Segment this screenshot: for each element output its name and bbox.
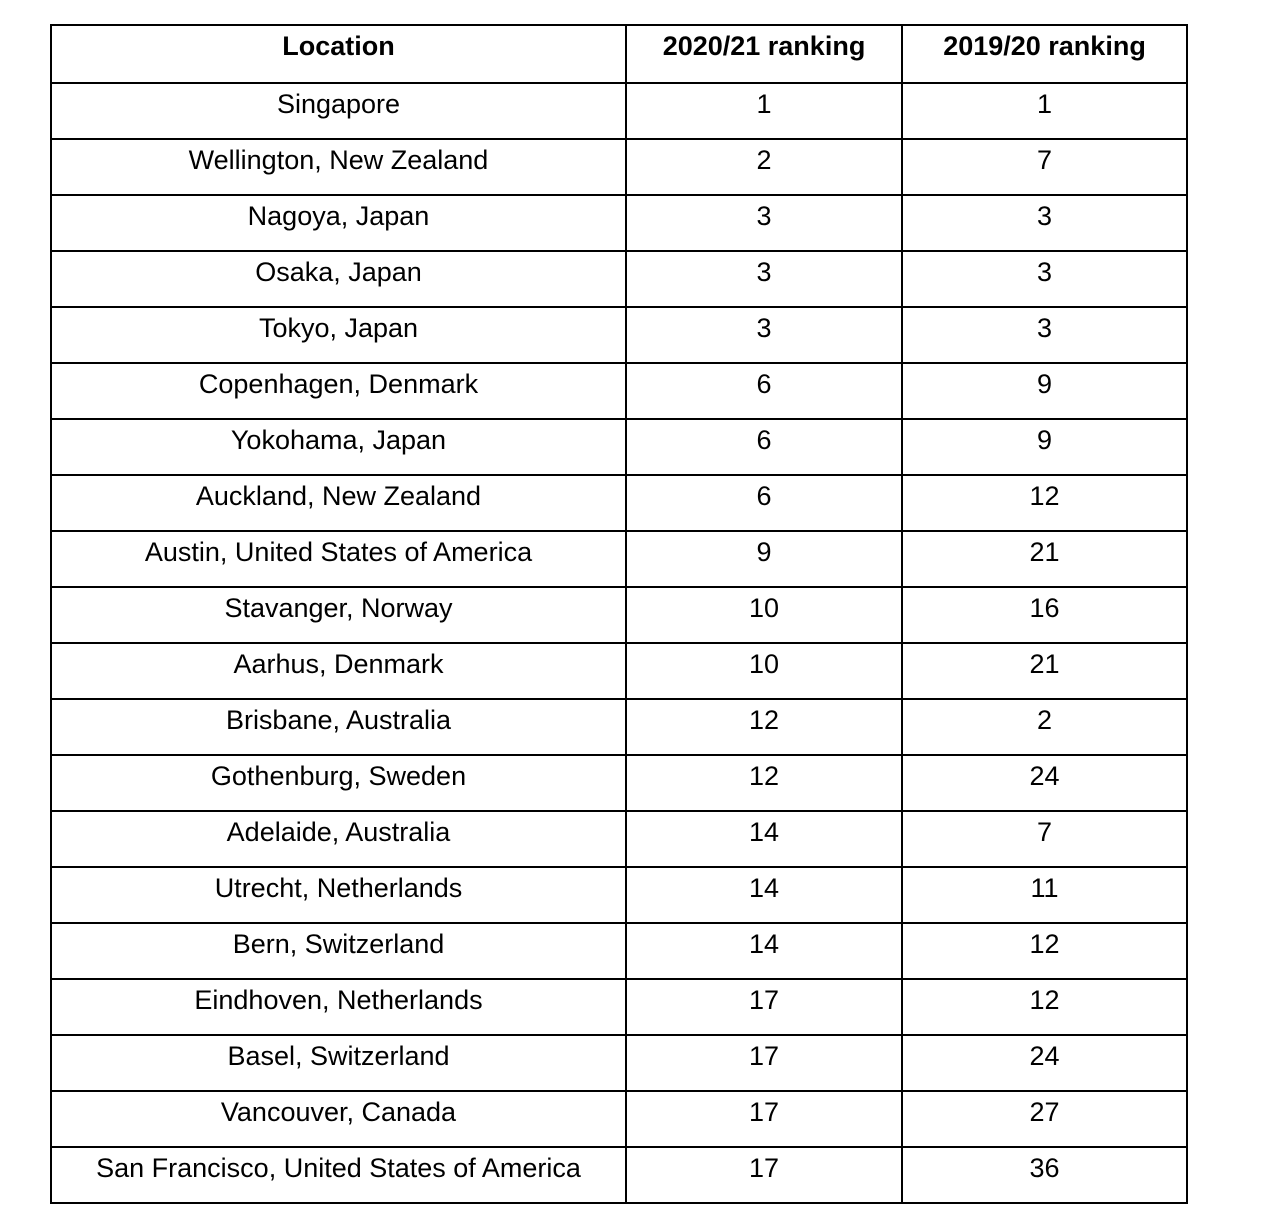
cell-ranking-2019-20: 11 bbox=[902, 867, 1187, 923]
cell-ranking-2019-20: 7 bbox=[902, 811, 1187, 867]
cell-location: Gothenburg, Sweden bbox=[51, 755, 626, 811]
cell-ranking-2020-21: 10 bbox=[626, 587, 902, 643]
cell-ranking-2020-21: 17 bbox=[626, 979, 902, 1035]
cell-location: Yokohama, Japan bbox=[51, 419, 626, 475]
table-row bbox=[51, 363, 1187, 419]
cell-ranking-2019-20: 3 bbox=[902, 195, 1187, 251]
cell-location: Tokyo, Japan bbox=[51, 307, 626, 363]
cell-location: Singapore bbox=[51, 83, 626, 139]
table-row bbox=[51, 643, 1187, 699]
table-row bbox=[51, 251, 1187, 307]
header-ranking-2019-20: 2019/20 ranking bbox=[902, 25, 1187, 83]
cell-ranking-2020-21: 12 bbox=[626, 755, 902, 811]
cell-ranking-2020-21: 17 bbox=[626, 1035, 902, 1091]
table-header bbox=[51, 25, 1187, 83]
cell-ranking-2020-21: 17 bbox=[626, 1091, 902, 1147]
cell-ranking-2020-21: 14 bbox=[626, 811, 902, 867]
cell-location: Bern, Switzerland bbox=[51, 923, 626, 979]
table-row bbox=[51, 475, 1187, 531]
table-row bbox=[51, 979, 1187, 1035]
table-row bbox=[51, 811, 1187, 867]
cell-ranking-2019-20: 1 bbox=[902, 83, 1187, 139]
cell-ranking-2019-20: 24 bbox=[902, 1035, 1187, 1091]
cell-ranking-2020-21: 3 bbox=[626, 195, 902, 251]
cell-ranking-2019-20: 2 bbox=[902, 699, 1187, 755]
cell-ranking-2020-21: 14 bbox=[626, 923, 902, 979]
cell-ranking-2020-21: 12 bbox=[626, 699, 902, 755]
table-row bbox=[51, 699, 1187, 755]
header-ranking-2020-21: 2020/21 ranking bbox=[626, 25, 902, 83]
table-row bbox=[51, 1147, 1187, 1203]
cell-ranking-2019-20: 12 bbox=[902, 923, 1187, 979]
cell-location: Osaka, Japan bbox=[51, 251, 626, 307]
table-row bbox=[51, 139, 1187, 195]
cell-location: Utrecht, Netherlands bbox=[51, 867, 626, 923]
cell-ranking-2019-20: 24 bbox=[902, 755, 1187, 811]
cell-ranking-2020-21: 2 bbox=[626, 139, 902, 195]
cell-ranking-2019-20: 21 bbox=[902, 643, 1187, 699]
cell-location: Eindhoven, Netherlands bbox=[51, 979, 626, 1035]
cell-location: Nagoya, Japan bbox=[51, 195, 626, 251]
cell-location: San Francisco, United States of America bbox=[51, 1147, 626, 1203]
cell-location: Stavanger, Norway bbox=[51, 587, 626, 643]
table-row bbox=[51, 923, 1187, 979]
table-row bbox=[51, 867, 1187, 923]
cell-ranking-2019-20: 36 bbox=[902, 1147, 1187, 1203]
cell-ranking-2020-21: 3 bbox=[626, 307, 902, 363]
cell-ranking-2019-20: 12 bbox=[902, 979, 1187, 1035]
cell-ranking-2020-21: 14 bbox=[626, 867, 902, 923]
header-location: Location bbox=[51, 25, 626, 83]
table-row bbox=[51, 587, 1187, 643]
cell-ranking-2019-20: 3 bbox=[902, 307, 1187, 363]
header-row bbox=[51, 25, 1187, 83]
table-row bbox=[51, 419, 1187, 475]
cell-ranking-2019-20: 27 bbox=[902, 1091, 1187, 1147]
table-row bbox=[51, 1035, 1187, 1091]
cell-location: Auckland, New Zealand bbox=[51, 475, 626, 531]
cell-ranking-2020-21: 6 bbox=[626, 475, 902, 531]
cell-location: Brisbane, Australia bbox=[51, 699, 626, 755]
cell-ranking-2019-20: 16 bbox=[902, 587, 1187, 643]
cell-ranking-2020-21: 6 bbox=[626, 419, 902, 475]
cell-ranking-2020-21: 9 bbox=[626, 531, 902, 587]
table-row bbox=[51, 1091, 1187, 1147]
cell-ranking-2019-20: 12 bbox=[902, 475, 1187, 531]
cell-ranking-2019-20: 21 bbox=[902, 531, 1187, 587]
ranking-table bbox=[50, 24, 1188, 1204]
table-row bbox=[51, 755, 1187, 811]
table-body bbox=[51, 83, 1187, 1203]
table-row bbox=[51, 83, 1187, 139]
cell-ranking-2019-20: 9 bbox=[902, 363, 1187, 419]
cell-ranking-2020-21: 10 bbox=[626, 643, 902, 699]
cell-location: Aarhus, Denmark bbox=[51, 643, 626, 699]
table-row bbox=[51, 531, 1187, 587]
cell-ranking-2020-21: 3 bbox=[626, 251, 902, 307]
cell-location: Wellington, New Zealand bbox=[51, 139, 626, 195]
cell-ranking-2020-21: 17 bbox=[626, 1147, 902, 1203]
cell-location: Austin, United States of America bbox=[51, 531, 626, 587]
cell-location: Adelaide, Australia bbox=[51, 811, 626, 867]
cell-location: Basel, Switzerland bbox=[51, 1035, 626, 1091]
table-row bbox=[51, 307, 1187, 363]
cell-location: Vancouver, Canada bbox=[51, 1091, 626, 1147]
cell-ranking-2019-20: 3 bbox=[902, 251, 1187, 307]
cell-location: Copenhagen, Denmark bbox=[51, 363, 626, 419]
cell-ranking-2019-20: 7 bbox=[902, 139, 1187, 195]
cell-ranking-2020-21: 1 bbox=[626, 83, 902, 139]
cell-ranking-2019-20: 9 bbox=[902, 419, 1187, 475]
table-row bbox=[51, 195, 1187, 251]
cell-ranking-2020-21: 6 bbox=[626, 363, 902, 419]
